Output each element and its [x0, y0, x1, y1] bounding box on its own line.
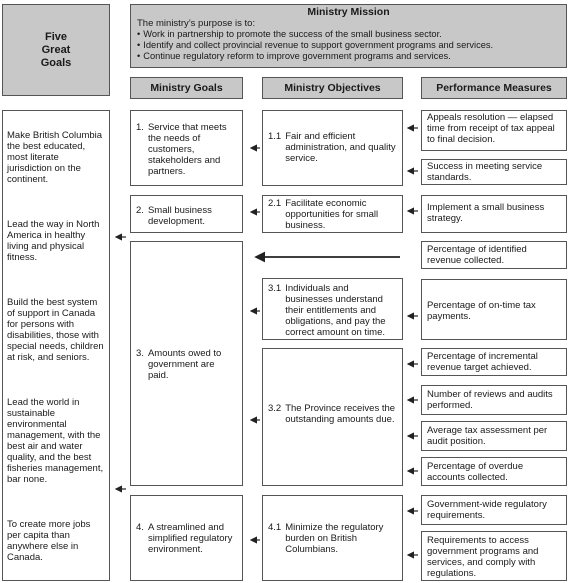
- great-goal: To create more jobs per capita than anywhere else in Canada.: [7, 519, 91, 563]
- goal-text: A streamlined and simplified regulatory environment.: [147, 522, 233, 555]
- objective-text: Fair and efficient administration, and quality service.: [285, 131, 396, 164]
- goal-text: Small business development.: [147, 205, 212, 227]
- performance-measure: Requirements to access government programs and services, and comply with regulations.: [421, 531, 567, 581]
- great-goals-column: [2, 110, 110, 581]
- goal-number: 2.: [136, 205, 144, 216]
- goal-number: 3.: [136, 348, 144, 359]
- ministry-objective: [262, 348, 403, 486]
- bullet: •: [137, 51, 141, 62]
- great-goal: Lead the world in sustainable environmental management, with the best air and water quality, and the best fisheries management, bar none.: [7, 397, 104, 485]
- mission-item-text: Continue regulatory reform to improve government programs and services.: [143, 51, 451, 62]
- ministry-goal: [130, 195, 243, 233]
- ministry-objective: [262, 278, 403, 340]
- ministry-objective: [262, 195, 403, 233]
- ministry-goal: [130, 495, 243, 581]
- performance-measure: Success in meeting service standards.: [421, 159, 567, 185]
- ministry-objective: [262, 495, 403, 581]
- performance-measure: Appeals resolution — elapsed time from receipt of tax appeal to final decision.: [421, 110, 567, 151]
- performance-measure: Implement a small business strategy.: [421, 195, 567, 233]
- five-great-goals-header: Five Great Goals: [2, 4, 110, 96]
- ministry-goal: [130, 110, 243, 186]
- goal-number: 1.: [136, 122, 144, 133]
- objective-number: 1.1: [268, 131, 282, 142]
- objective-number: 3.2: [268, 403, 282, 414]
- mission-item: [137, 51, 560, 62]
- performance-measure: Percentage of on-time tax payments.: [421, 279, 567, 340]
- ministry-goals-header: Ministry Goals: [130, 77, 243, 99]
- bullet: •: [137, 40, 141, 51]
- great-goal: Make British Columbia the best educated, most literate jurisdiction on the continent.: [7, 130, 103, 185]
- objective-number: 3.1: [268, 283, 282, 294]
- ministry-objective: [262, 110, 403, 186]
- performance-measures-header: Performance Measures: [421, 77, 567, 99]
- mission-item-text: Identify and collect provincial revenue to support government programs and services.: [143, 40, 494, 51]
- performance-measure: Average tax assessment per audit position.: [421, 421, 567, 451]
- objective-number: 4.1: [268, 522, 282, 533]
- great-goal: Lead the way in North America in healthy living and physical fitness.: [7, 219, 100, 263]
- mission-title: Ministry Mission: [307, 6, 390, 18]
- mission-intro: The ministry’s purpose is to:: [137, 18, 256, 29]
- goal-text: Service that meets the needs of customers, stakeholders and partners.: [147, 122, 227, 177]
- objective-number: 2.1: [268, 198, 282, 209]
- performance-measure: Percentage of identified revenue collected.: [421, 241, 567, 269]
- ministry-objectives-header: Ministry Objectives: [262, 77, 403, 99]
- ministry-goal: [130, 241, 243, 486]
- performance-measure: Percentage of overdue accounts collected.: [421, 457, 567, 486]
- objective-text: Individuals and businesses understand their entitlements and obligations, and pay the correct amount on time.: [285, 283, 386, 338]
- mission-item: [137, 40, 560, 51]
- goal-number: 4.: [136, 522, 144, 533]
- mission-item: [137, 29, 560, 40]
- mission-item-text: Work in partnership to promote the success of the small business sector.: [143, 29, 442, 39]
- goal-text: Amounts owed to government are paid.: [147, 348, 222, 381]
- great-goal: Build the best system of support in Canada for persons with disabilities, those with special needs, children at risk, and seniors.: [7, 297, 104, 363]
- objective-text: Facilitate economic opportunities for small business.: [285, 198, 379, 231]
- bullet: •: [137, 29, 141, 39]
- objective-text: Minimize the regulatory burden on British Columbians.: [285, 522, 384, 555]
- performance-measure: Percentage of incremental revenue target achieved.: [421, 348, 567, 376]
- performance-measure: Government-wide regulatory requirements.: [421, 495, 567, 525]
- objective-text: The Province receives the outstanding amounts due.: [285, 403, 396, 425]
- ministry-mission-box: [130, 4, 567, 68]
- performance-measure: Number of reviews and audits performed.: [421, 385, 567, 415]
